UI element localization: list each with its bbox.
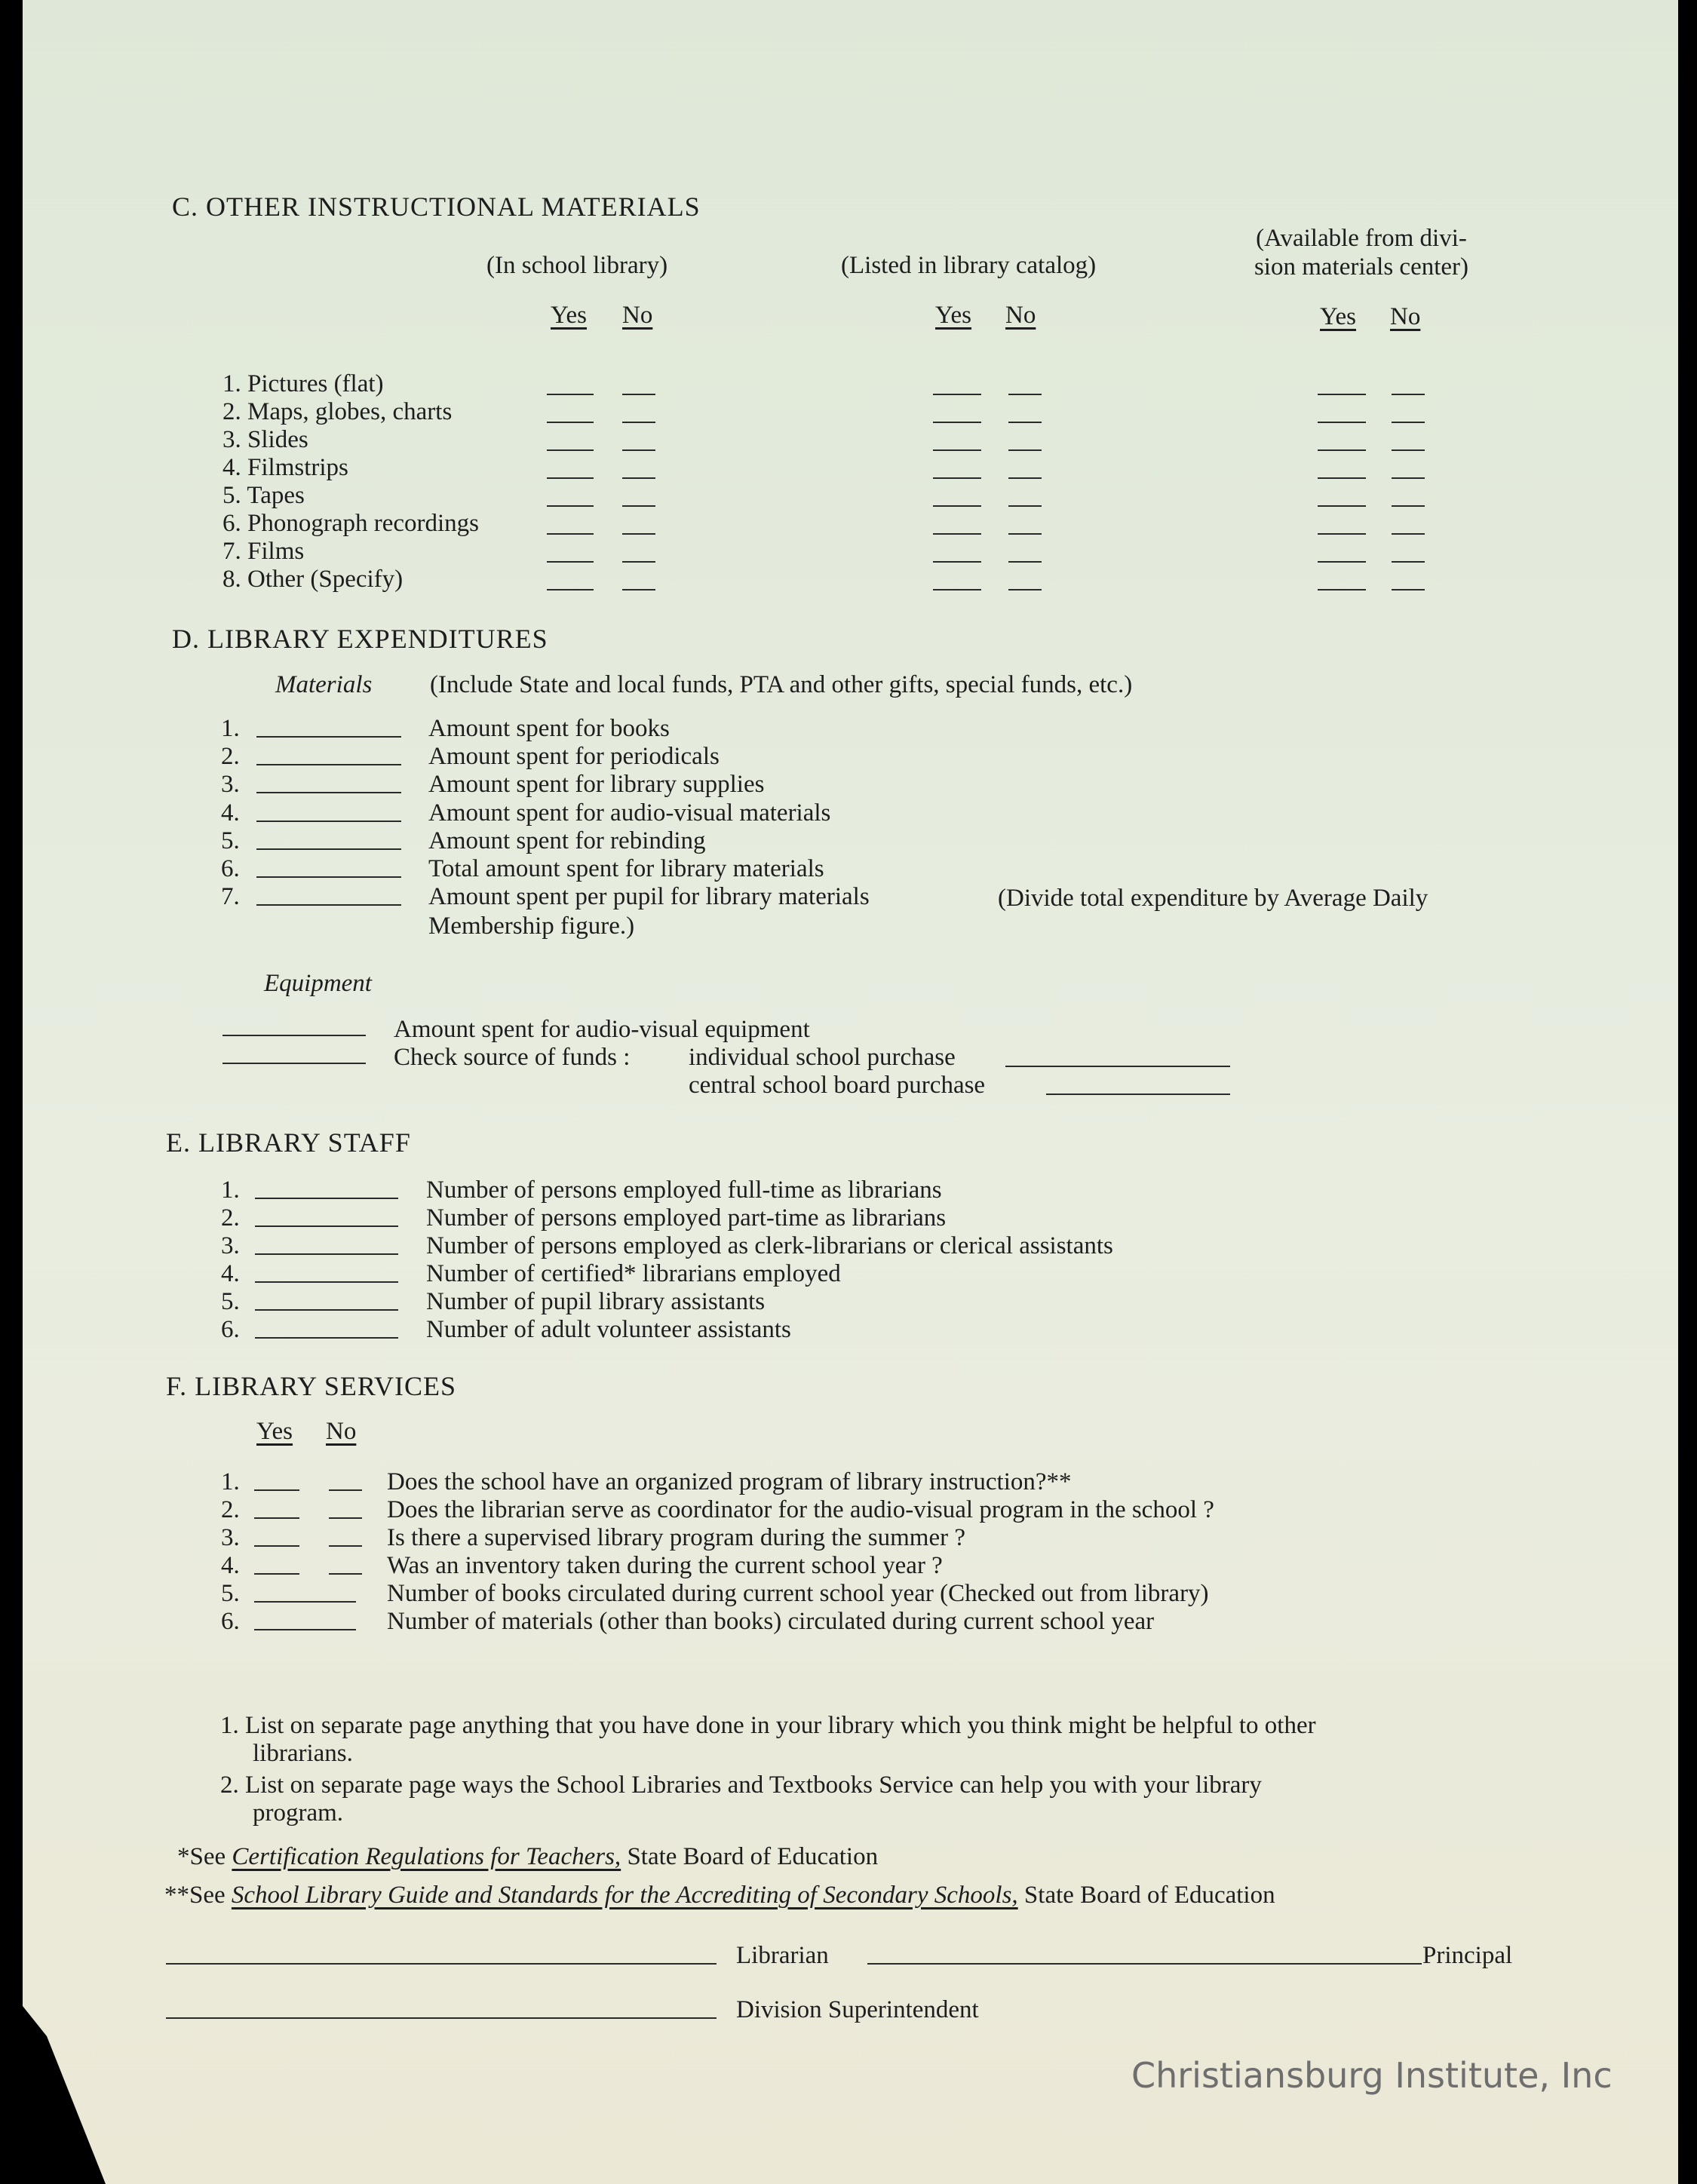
staff-number: 1. (221, 1176, 240, 1204)
material-item-label: 4. Filmstrips (222, 454, 348, 481)
checkbox-blank[interactable] (1008, 533, 1042, 535)
no-checkbox-blank[interactable] (329, 1573, 362, 1575)
checkbox-blank[interactable] (547, 422, 594, 423)
staff-label: Number of persons employed full-time as librarians (426, 1176, 942, 1204)
footnote-1-suffix: State Board of Education (627, 1843, 879, 1870)
no-checkbox-blank[interactable] (329, 1545, 362, 1547)
staff-count-blank[interactable] (255, 1198, 398, 1199)
section-c-title: C. OTHER INSTRUCTIONAL MATERIALS (172, 192, 701, 222)
expenditure-number: 2. (221, 743, 240, 770)
no-checkbox-blank[interactable] (329, 1489, 362, 1491)
equip-source-blank[interactable] (222, 1063, 366, 1064)
expenditure-amount-blank[interactable] (256, 821, 401, 822)
checkbox-blank[interactable] (1008, 422, 1042, 423)
checkbox-blank[interactable] (547, 561, 594, 563)
staff-count-blank[interactable] (255, 1309, 398, 1311)
equip-av-blank[interactable] (222, 1035, 366, 1036)
section-d-title: D. LIBRARY EXPENDITURES (172, 624, 548, 654)
checkbox-blank[interactable] (1392, 449, 1425, 451)
checkbox-blank[interactable] (622, 449, 655, 451)
checkbox-blank[interactable] (547, 394, 594, 395)
note-2-line2: program. (253, 1799, 344, 1827)
yes-checkbox-blank[interactable] (254, 1489, 299, 1491)
checkbox-blank[interactable] (1008, 394, 1042, 395)
note-1-line1: 1. List on separate page anything that you have done in your library which you think might be helpful to other (220, 1712, 1316, 1739)
checkbox-blank[interactable] (1318, 394, 1366, 395)
footnote-2-prefix: **See (164, 1882, 226, 1909)
service-number: 1. (221, 1468, 240, 1495)
staff-number: 3. (221, 1232, 240, 1259)
section-e-title: E. LIBRARY STAFF (166, 1127, 411, 1158)
checkbox-blank[interactable] (1008, 449, 1042, 451)
yes-checkbox-blank[interactable] (254, 1545, 299, 1547)
material-item-label: 3. Slides (222, 426, 308, 453)
equip-source-label: Check source of funds : (394, 1044, 631, 1071)
checkbox-blank[interactable] (933, 449, 981, 451)
count-blank[interactable] (254, 1601, 356, 1603)
staff-number: 4. (221, 1260, 240, 1287)
expenditure-label: Amount spent for audio-visual materials (428, 799, 831, 827)
expenditure-number: 6. (221, 855, 240, 882)
material-item-label: 5. Tapes (222, 482, 305, 509)
col-header-division-line2: sion materials center) (1254, 253, 1469, 281)
expenditure-label: Amount spent per pupil for library materials (428, 883, 870, 910)
footnote-1-title: Certification Regulations for Teachers, (232, 1843, 621, 1870)
checkbox-blank[interactable] (1318, 561, 1366, 563)
checkbox-blank[interactable] (622, 394, 655, 395)
col-header-division-line1: (Available from divi- (1256, 225, 1467, 252)
checkbox-blank[interactable] (547, 589, 594, 590)
expenditure-label: Amount spent for rebinding (428, 827, 706, 854)
no-checkbox-blank[interactable] (329, 1517, 362, 1519)
staff-number: 2. (221, 1204, 240, 1232)
librarian-signature-line[interactable] (166, 1963, 717, 1965)
equip-individual-blank[interactable] (1005, 1066, 1230, 1067)
expenditure-number: 3. (221, 771, 240, 798)
checkbox-blank[interactable] (1008, 477, 1042, 479)
checkbox-blank[interactable] (622, 589, 655, 590)
service-number: 5. (221, 1580, 240, 1607)
services-yes-header: Yes (256, 1418, 293, 1445)
checkbox-blank[interactable] (1392, 394, 1425, 395)
checkbox-blank[interactable] (622, 422, 655, 423)
expenditure-number: 5. (221, 827, 240, 854)
staff-count-blank[interactable] (255, 1337, 398, 1339)
service-label: Was an inventory taken during the current school year ? (387, 1552, 943, 1579)
superintendent-label: Division Superintendent (736, 1996, 979, 2023)
checkbox-blank[interactable] (933, 561, 981, 563)
checkbox-blank[interactable] (1318, 505, 1366, 507)
footnote-1 (177, 1843, 878, 1871)
service-number: 4. (221, 1552, 240, 1579)
checkbox-blank[interactable] (622, 561, 655, 563)
materials-note: (Include State and local funds, PTA and other gifts, special funds, etc.) (430, 671, 1133, 698)
note-2-line1: 2. List on separate page ways the School Libraries and Textbooks Service can help you with your library (220, 1771, 1262, 1799)
expenditure-amount-blank[interactable] (256, 876, 401, 878)
section-f-title: F. LIBRARY SERVICES (166, 1371, 456, 1401)
checkbox-blank[interactable] (1318, 589, 1366, 590)
checkbox-blank[interactable] (547, 533, 594, 535)
footnote-1-prefix: *See (177, 1843, 226, 1870)
checkbox-blank[interactable] (1392, 589, 1425, 590)
col3-yes-header: Yes (1320, 303, 1357, 330)
checkbox-blank[interactable] (933, 589, 981, 590)
staff-count-blank[interactable] (255, 1281, 398, 1283)
service-number: 6. (221, 1608, 240, 1635)
item7-note: (Divide total expenditure by Average Daily (998, 885, 1428, 912)
col2-no-header: No (1005, 302, 1036, 329)
service-number: 2. (221, 1496, 240, 1523)
service-label: Does the school have an organized program of library instruction?** (387, 1468, 1072, 1495)
checkbox-blank[interactable] (622, 505, 655, 507)
superintendent-signature-line[interactable] (166, 2017, 717, 2019)
checkbox-blank[interactable] (1318, 422, 1366, 423)
service-number: 3. (221, 1524, 240, 1551)
checkbox-blank[interactable] (933, 477, 981, 479)
checkbox-blank[interactable] (1008, 505, 1042, 507)
expenditure-amount-blank[interactable] (256, 848, 401, 850)
col-header-school-library: (In school library) (486, 252, 668, 279)
equipment-label: Equipment (264, 970, 372, 997)
expenditure-amount-blank[interactable] (256, 764, 401, 765)
expenditure-label: Amount spent for books (428, 715, 670, 742)
staff-label: Number of persons employed as clerk-librarians or clerical assistants (426, 1232, 1113, 1259)
checkbox-blank[interactable] (1318, 477, 1366, 479)
checkbox-blank[interactable] (1008, 589, 1042, 590)
item7-continuation: Membership figure.) (428, 913, 635, 940)
equip-av-label: Amount spent for audio-visual equipment (394, 1016, 810, 1043)
checkbox-blank[interactable] (933, 422, 981, 423)
col-header-library-catalog: (Listed in library catalog) (841, 252, 1097, 279)
yes-checkbox-blank[interactable] (254, 1573, 299, 1575)
checkbox-blank[interactable] (1318, 533, 1366, 535)
checkbox-blank[interactable] (547, 477, 594, 479)
checkbox-blank[interactable] (1392, 505, 1425, 507)
material-item-label: 2. Maps, globes, charts (222, 398, 453, 425)
staff-number: 6. (221, 1316, 240, 1343)
staff-label: Number of persons employed part-time as librarians (426, 1204, 947, 1232)
col1-no-header: No (622, 302, 653, 329)
note-1-line2: librarians. (253, 1740, 353, 1767)
materials-label: Materials (275, 671, 373, 698)
checkbox-blank[interactable] (547, 505, 594, 507)
expenditure-label: Amount spent for periodicals (428, 743, 720, 770)
expenditure-number: 4. (221, 799, 240, 827)
count-blank[interactable] (254, 1629, 356, 1630)
expenditure-number: 1. (221, 715, 240, 742)
material-item-label: 6. Phonograph recordings (222, 510, 480, 537)
staff-count-blank[interactable] (255, 1253, 398, 1255)
footnote-2-title: School Library Guide and Standards for the Accrediting of Secondary Schools, (231, 1882, 1018, 1909)
staff-label: Number of pupil library assistants (426, 1288, 766, 1315)
col2-yes-header: Yes (935, 302, 972, 329)
staff-count-blank[interactable] (255, 1225, 398, 1227)
expenditure-amount-blank[interactable] (256, 736, 401, 738)
yes-checkbox-blank[interactable] (254, 1517, 299, 1519)
checkbox-blank[interactable] (1392, 422, 1425, 423)
checkbox-blank[interactable] (1392, 561, 1425, 563)
equip-central-label: central school board purchase (689, 1072, 986, 1099)
staff-number: 5. (221, 1288, 240, 1315)
principal-signature-line[interactable] (867, 1963, 1422, 1965)
checkbox-blank[interactable] (1318, 449, 1366, 451)
checkbox-blank[interactable] (622, 477, 655, 479)
service-label: Number of books circulated during current school year (Checked out from library) (387, 1580, 1209, 1607)
checkbox-blank[interactable] (1008, 561, 1042, 563)
equip-individual-label: individual school purchase (689, 1044, 956, 1071)
material-item-label: 7. Films (222, 538, 305, 565)
checkbox-blank[interactable] (547, 449, 594, 451)
material-item-label: 1. Pictures (flat) (222, 370, 384, 397)
expenditure-amount-blank[interactable] (256, 904, 401, 906)
checkbox-blank[interactable] (933, 533, 981, 535)
librarian-label: Librarian (736, 1942, 829, 1969)
principal-label: Principal (1422, 1942, 1513, 1969)
expenditure-number: 7. (221, 883, 240, 910)
expenditure-amount-blank[interactable] (256, 792, 401, 793)
checkbox-blank[interactable] (1392, 533, 1425, 535)
service-label: Is there a supervised library program during the summer ? (387, 1524, 966, 1551)
checkbox-blank[interactable] (933, 505, 981, 507)
staff-label: Number of certified* librarians employed (426, 1260, 841, 1287)
equip-central-blank[interactable] (1046, 1094, 1230, 1095)
material-item-label: 8. Other (Specify) (222, 566, 404, 593)
staff-label: Number of adult volunteer assistants (426, 1316, 791, 1343)
service-label: Does the librarian serve as coordinator for the audio-visual program in the school ? (387, 1496, 1214, 1523)
checkbox-blank[interactable] (622, 533, 655, 535)
services-no-header: No (326, 1418, 357, 1445)
footnote-2 (164, 1882, 1275, 1909)
col1-yes-header: Yes (551, 302, 588, 329)
watermark: Christiansburg Institute, Inc (1131, 2055, 1613, 2096)
service-label: Number of materials (other than books) circulated during current school year (387, 1608, 1155, 1635)
expenditure-label: Amount spent for library supplies (428, 771, 765, 798)
col3-no-header: No (1390, 303, 1421, 330)
checkbox-blank[interactable] (1392, 477, 1425, 479)
footnote-2-suffix: State Board of Education (1023, 1882, 1275, 1909)
expenditure-label: Total amount spent for library materials (428, 855, 824, 882)
checkbox-blank[interactable] (933, 394, 981, 395)
